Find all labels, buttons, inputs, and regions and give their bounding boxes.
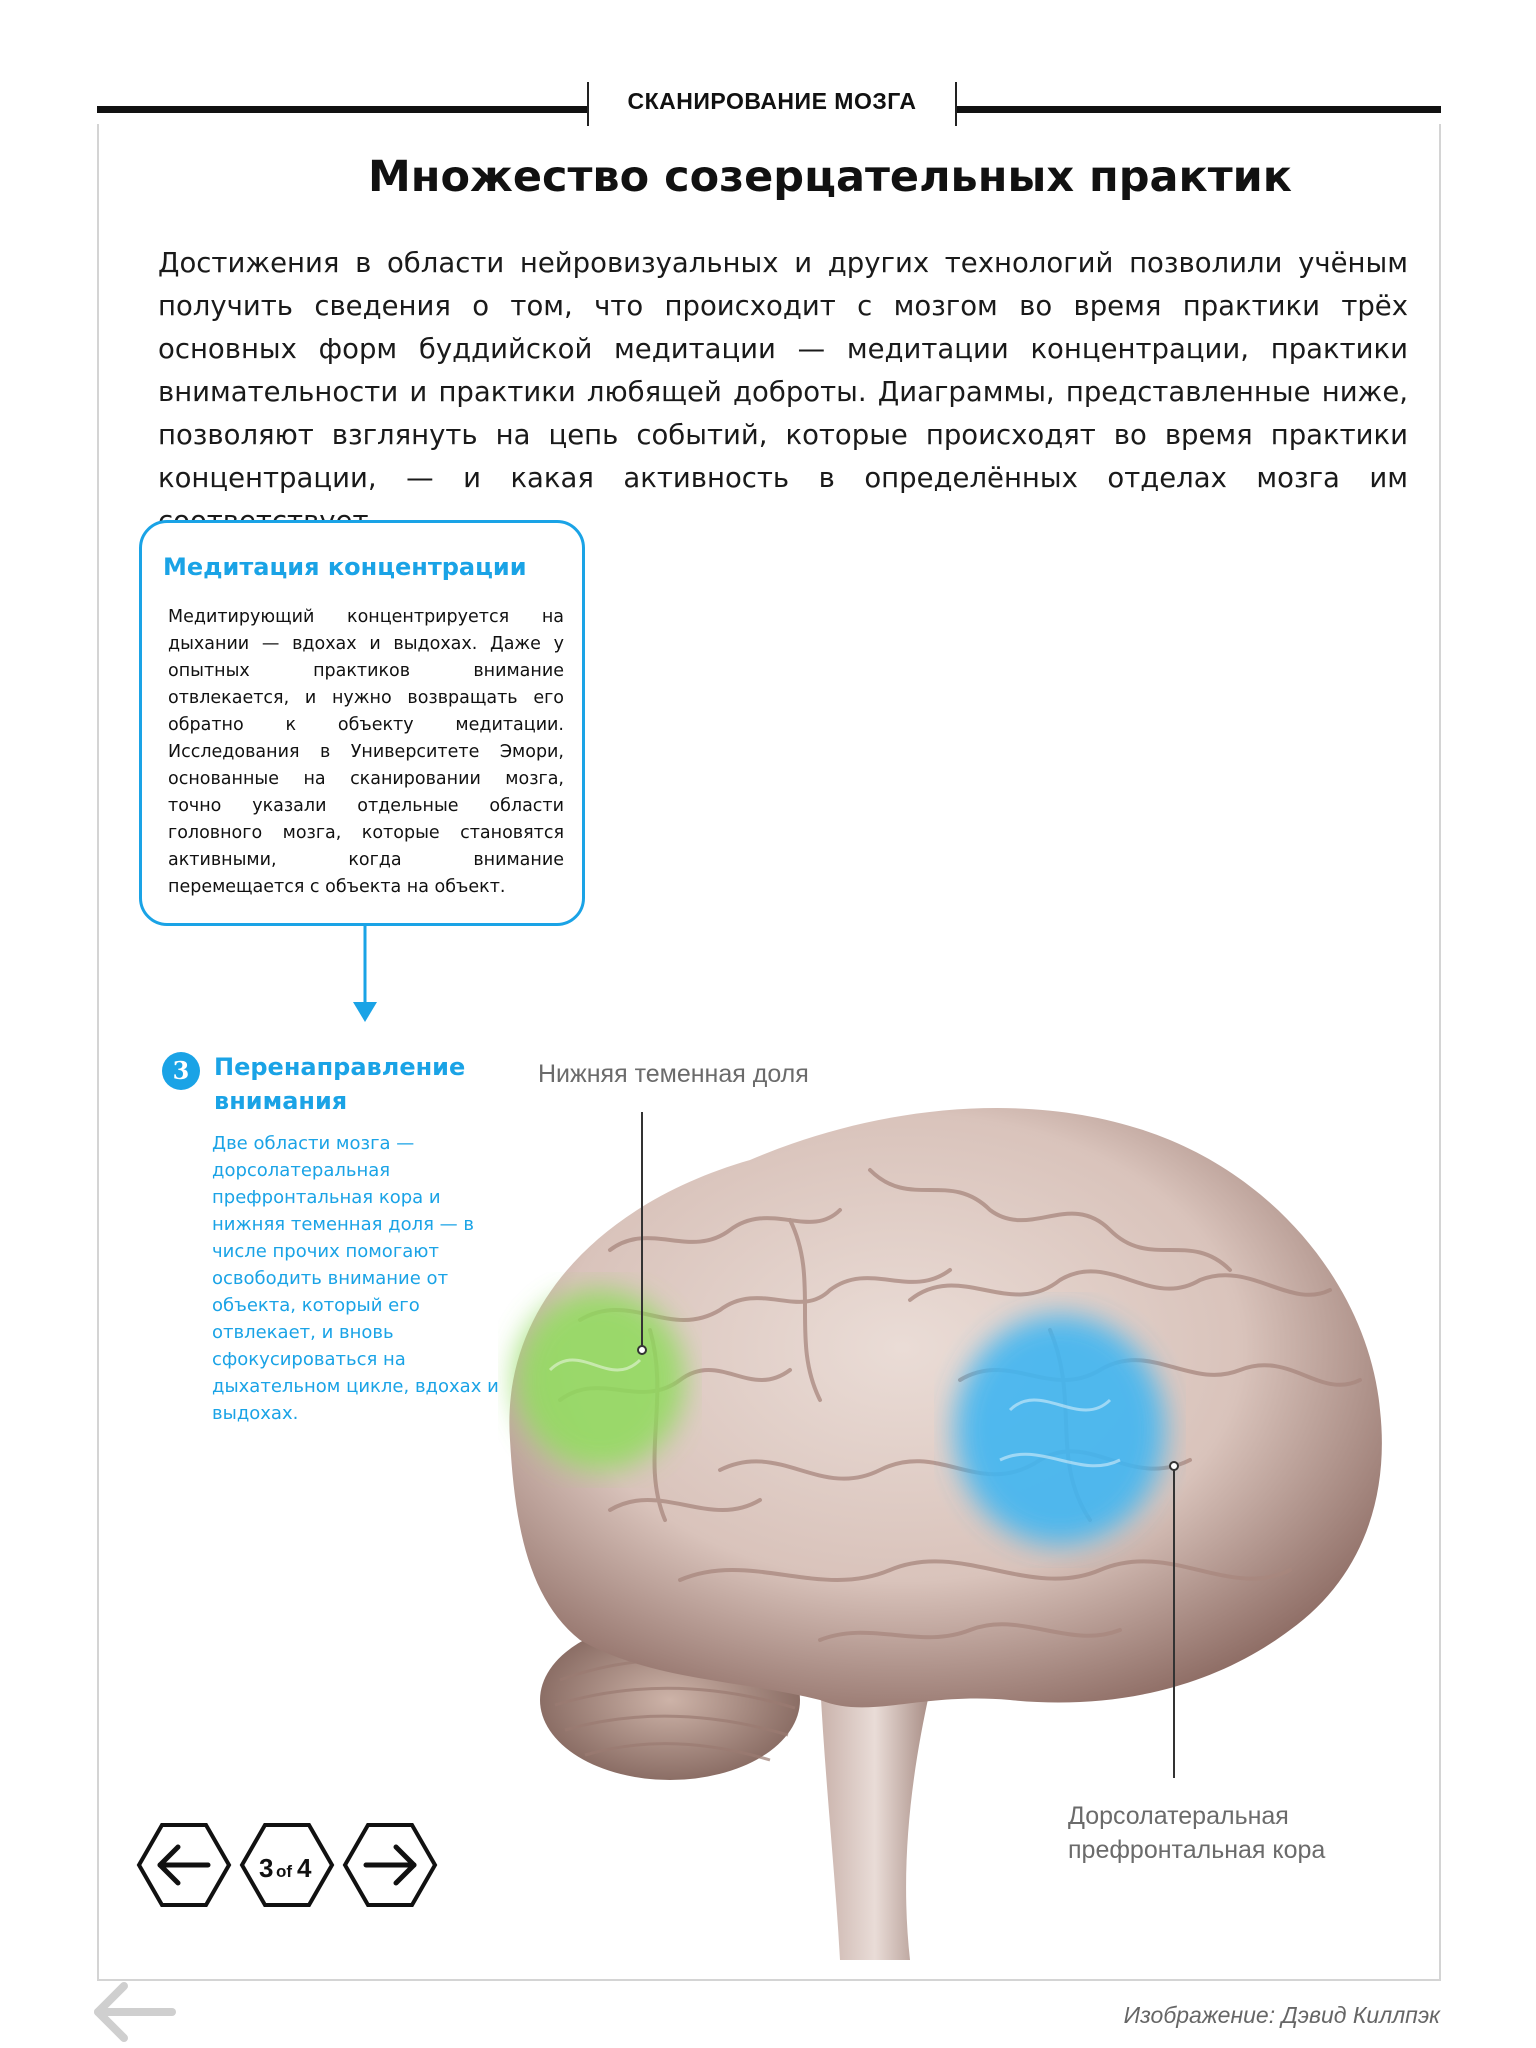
card-body: Медитирующий концентрируется на дыхании — вдохах и выдохах. Даже у опытных практиков внимание отвлекается, и нужно возвращать его обратно к объекту медитации. Исследования в Университете Эмори, основанные на сканировании мозга, точно указали отдельные области головного мозга, которые становятся активными, когда внимание перемещается с объекта на объект.: [168, 607, 564, 897]
prev-button[interactable]: [136, 1822, 232, 1908]
back-arrow-icon[interactable]: [90, 1980, 180, 2044]
card-title: Медитация концентрации: [163, 553, 527, 581]
step-number-badge: 3: [162, 1052, 200, 1090]
label-dlpfc-line1: Дорсолатеральная: [1068, 1802, 1289, 1830]
step-title: Перенаправление внимания: [214, 1053, 466, 1115]
page-total: 4: [297, 1853, 312, 1883]
page-indicator: [239, 1822, 335, 1908]
step-body: Две области мозга — дорсолатеральная префронтальная кора и нижняя теменная доля — в числе прочих помогают освободить внимание от объекта, который его отвлекает, и вновь сфокусироваться на дыхательном цикле, вдохах и выдохах.: [212, 1133, 499, 1424]
label-inferior-parietal: Нижняя теменная доля: [538, 1060, 809, 1088]
page-of: of: [276, 1862, 293, 1881]
image-credit: Изображение: Дэвид Киллпэк: [1123, 2002, 1440, 2028]
intro-paragraph: Достижения в области нейровизуальных и других технологий позволили учёным получить сведения о том, что происходит с мозгом во время практики трёх основных форм буддийской медитации — медитации концентрации, практики внимательности и практики любящей доброты. Диаграммы, представленные ниже, позволяют взглянуть на цепь событий, которые происходят во время практики концентрации, — и какая активность в определённых отделах мозга им: [158, 247, 1408, 494]
page-title: Множество созерцательных практик: [368, 152, 1292, 202]
page-current: 3: [259, 1853, 274, 1883]
section-label: СКАНИРОВАНИЕ МОЗГА: [627, 88, 917, 114]
next-button[interactable]: [342, 1822, 438, 1908]
label-dlpfc-line2: префронтальная кора: [1068, 1836, 1326, 1864]
